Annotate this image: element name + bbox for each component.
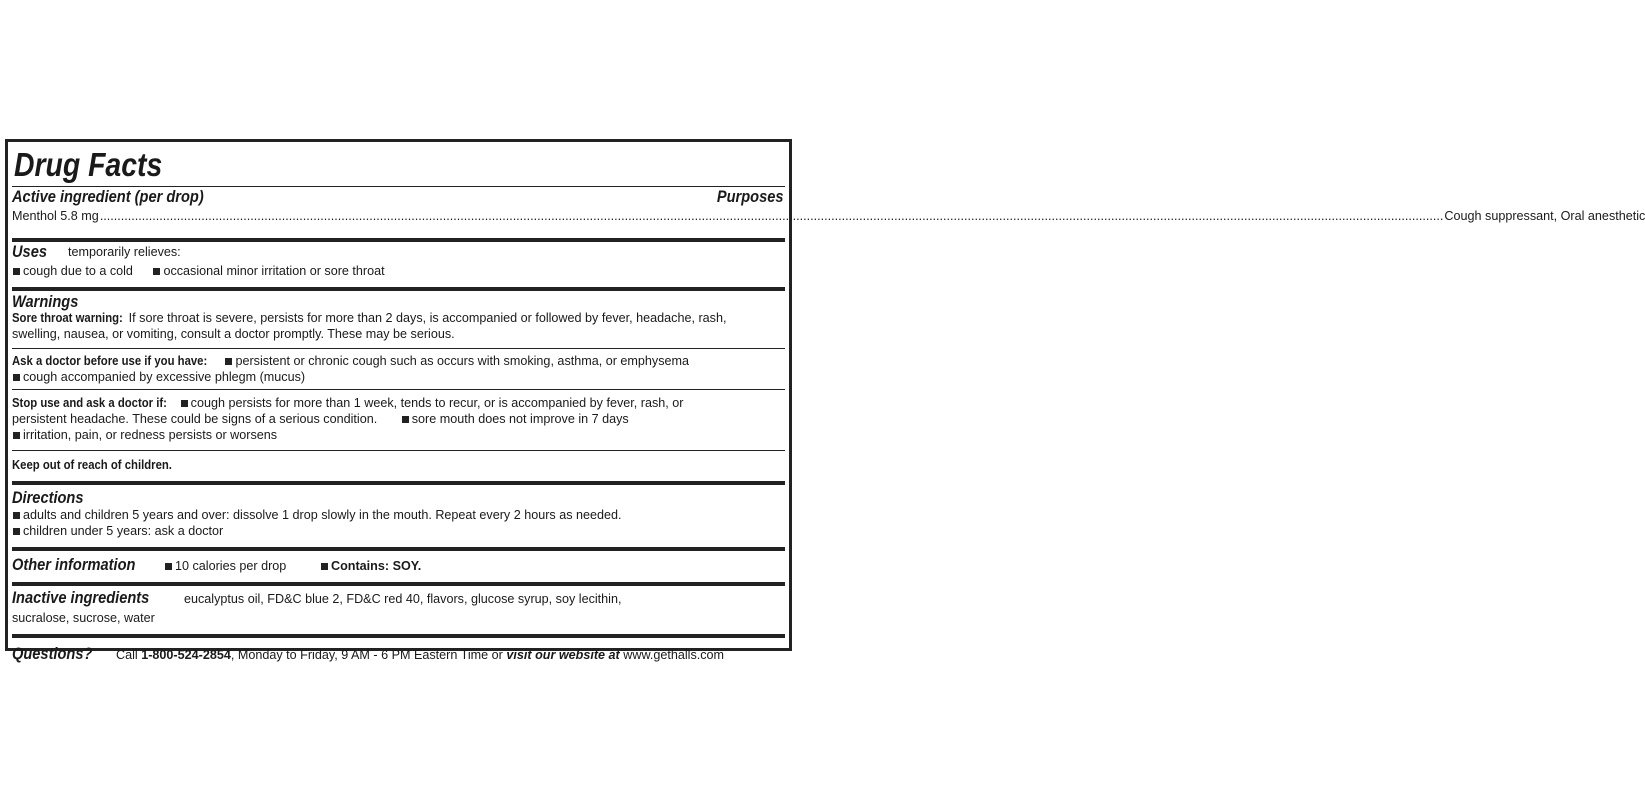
visit-website-label: visit our website at: [506, 648, 620, 662]
sore-throat-label: Sore throat warning:: [12, 311, 123, 325]
inactive-ingredients-text: eucalyptus oil, FD&C blue 2, FD&C red 40, flavors, glucose syrup, soy lecithin,: [184, 592, 622, 606]
website-link[interactable]: www.gethalls.com: [623, 648, 725, 662]
uses-intro: temporarily relieves:: [68, 245, 181, 259]
bullet-square-icon: [13, 268, 20, 275]
keep-out-warning: [12, 451, 785, 478]
drug-facts-title-row: [12, 142, 785, 187]
list-item: sore mouth does not improve in 7 days: [401, 412, 629, 426]
questions-text: Call 1-800-524-2854, Monday to Friday, 9 AM - 6 PM Eastern Time or visit our website at www.gethalls.com: [116, 648, 725, 662]
inactive-ingredients-heading: Inactive ingredients: [12, 588, 150, 607]
list-item: cough due to a cold: [12, 264, 133, 278]
keep-out-label: Keep out of reach of children.: [12, 458, 172, 472]
bullet-square-icon: [181, 400, 188, 407]
bullet-square-icon: [13, 374, 20, 381]
sore-throat-warning: [12, 291, 785, 349]
list-item: occasional minor irritation or sore throat: [152, 264, 384, 278]
directions-heading: Directions: [12, 488, 84, 507]
list-item: adults and children 5 years and over: dissolve 1 drop slowly in the mouth. Repeat every 2 hours as needed.: [12, 507, 785, 523]
bullet-square-icon: [225, 358, 232, 365]
warnings-section: [12, 291, 785, 485]
bullet-square-icon: [13, 432, 20, 439]
stop-use-label: Stop use and ask a doctor if:: [12, 396, 167, 410]
ingredient-purpose: Cough suppressant, Oral anesthetic: [1444, 209, 1645, 223]
uses-heading: Uses: [12, 242, 47, 261]
bullet-square-icon: [321, 563, 328, 570]
bullet-square-icon: [13, 512, 20, 519]
warnings-heading: Warnings: [12, 292, 79, 311]
list-item: Contains: SOY.: [320, 551, 421, 581]
directions-section: [12, 485, 785, 551]
sore-throat-text-cont: swelling, nausea, or vomiting, consult a doctor promptly. These may be serious.: [12, 327, 455, 341]
active-ingredient-section: [12, 187, 1645, 242]
bullet-square-icon: [13, 528, 20, 535]
bullet-square-icon: [153, 268, 160, 275]
drug-facts-panel: [5, 139, 1645, 663]
purposes-heading: Purposes: [716, 187, 783, 206]
bullet-square-icon: [402, 416, 409, 423]
ask-doctor-label: Ask a doctor before use if you have:: [12, 354, 208, 368]
list-item: cough persists for more than 1 week, tends to recur, or is accompanied by fever, rash, or: [180, 396, 684, 410]
leader-dots: ................................................................................................................................................................................................................................................................................................................................................................................................: [99, 209, 1444, 223]
list-item: children under 5 years: ask a doctor: [12, 523, 785, 539]
list-item: 10 calories per drop: [164, 551, 286, 581]
active-ingredient-row: [12, 208, 1645, 224]
active-ingredient-heading: Active ingredient (per drop): [12, 187, 204, 206]
phone-number: 1-800-524-2854: [141, 648, 231, 662]
bullet-square-icon: [165, 563, 172, 570]
list-item: irritation, pain, or redness persists or worsens: [12, 427, 785, 443]
uses-items: [12, 262, 785, 280]
stop-use-text-cont: persistent headache. These could be signs of a serious condition.: [12, 412, 378, 426]
inactive-ingredients-text-cont: sucralose, sucrose, water: [12, 611, 155, 625]
questions-heading: Questions?: [12, 644, 93, 663]
list-item: persistent or chronic cough such as occurs with smoking, asthma, or emphysema: [224, 354, 689, 368]
uses-section: [12, 242, 785, 291]
drug-facts-title: Drug Facts: [14, 146, 163, 183]
other-information-section: [12, 551, 785, 586]
other-information-heading: Other information: [12, 555, 136, 574]
inactive-ingredients-section: [12, 586, 785, 638]
sore-throat-text: If sore throat is severe, persists for more than 2 days, is accompanied or followed by fever, headache, rash,: [128, 311, 727, 325]
questions-section: [12, 638, 785, 672]
ask-doctor-warning: [12, 349, 785, 390]
list-item: cough accompanied by excessive phlegm (mucus): [12, 369, 785, 385]
stop-use-warning: [12, 390, 785, 451]
ingredient-name: Menthol 5.8 mg: [12, 209, 99, 223]
